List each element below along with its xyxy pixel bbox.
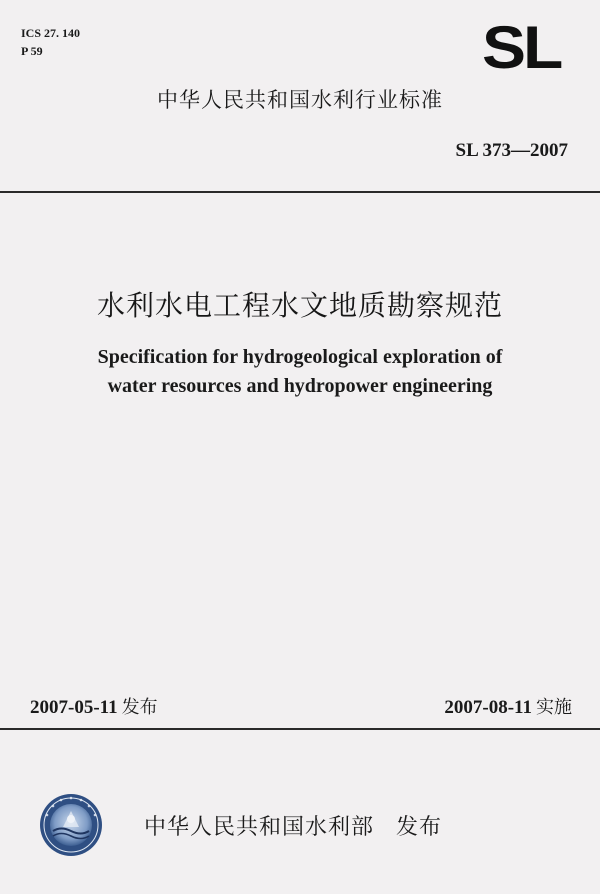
title-english-line1: Specification for hydrogeological exploration of <box>97 346 503 368</box>
ccs-code: P 59 <box>21 44 43 58</box>
publisher-verb: 发布 <box>396 815 443 840</box>
implementation-date-label: 实施 <box>536 697 572 718</box>
standard-category <box>0 84 600 114</box>
standard-category-text: 中华人民共和国水利行业标准 <box>157 88 443 112</box>
classification-codes <box>21 24 80 60</box>
issue-date <box>30 693 158 719</box>
publisher-name: 中华人民共和国水利部 <box>144 815 375 840</box>
title-english <box>30 343 570 401</box>
publisher <box>144 810 442 841</box>
title-chinese: 水利水电工程水文地质勘察规范 <box>96 289 503 322</box>
issue-date-label: 发布 <box>121 697 158 718</box>
standard-number: SL 373—2007 <box>455 140 568 161</box>
implementation-date <box>444 693 572 719</box>
top-divider <box>0 191 600 193</box>
ics-code: ICS 27. 140 <box>21 26 81 40</box>
issue-date-value: 2007-05-11 <box>30 697 118 718</box>
sl-logo: SL <box>482 12 561 81</box>
title-english-line2: water resources and hydropower engineering <box>107 375 493 397</box>
ministry-seal-icon <box>39 793 103 857</box>
bottom-divider <box>0 728 600 730</box>
implementation-date-value: 2007-08-11 <box>444 697 532 718</box>
